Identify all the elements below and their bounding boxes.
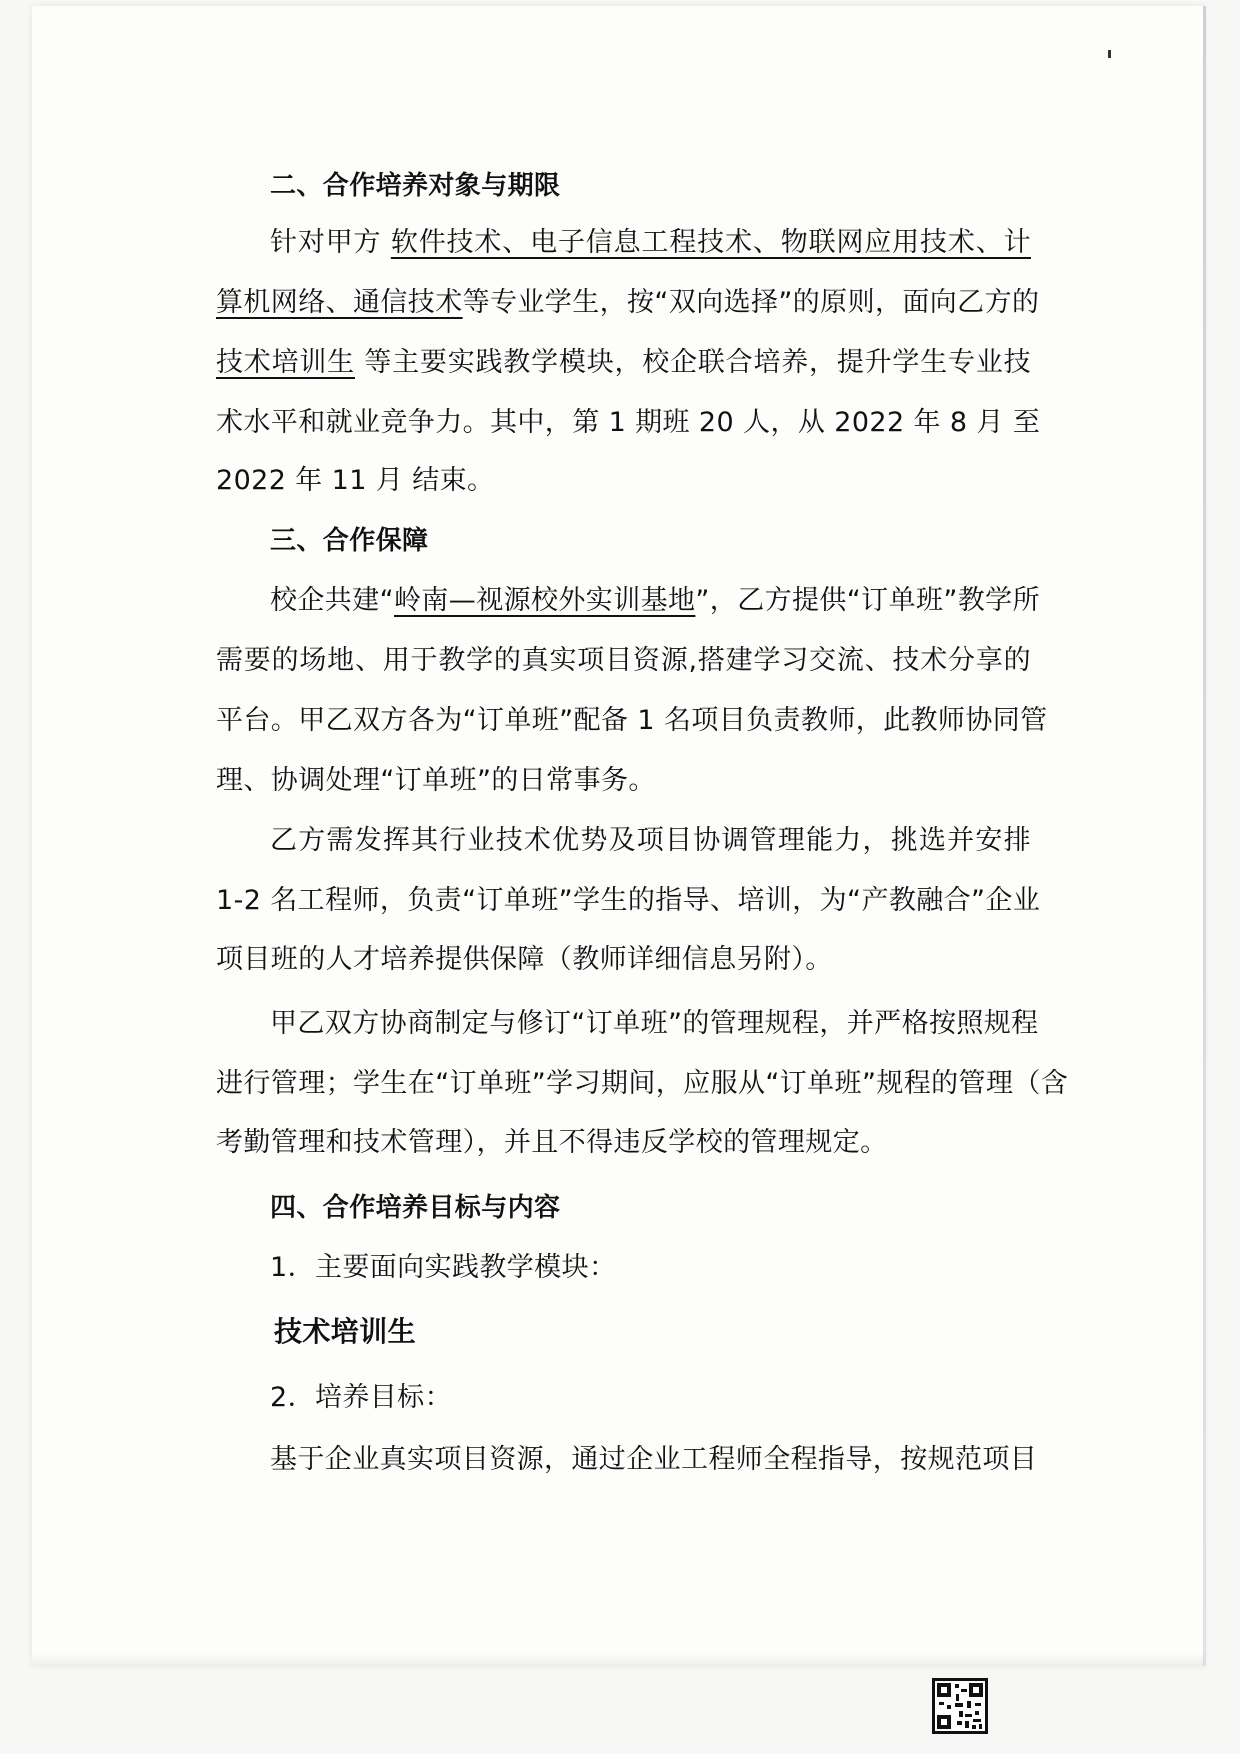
paragraph-line: 平台。甲乙双方各为“订单班”配备 1 名项目负责教师，此教师协同管 <box>216 705 1048 736</box>
qr-code <box>932 1678 988 1734</box>
text-run: 等专业学生，按“双向选择”的原则，面向乙方的 <box>462 287 1040 318</box>
list-item-1: 1．主要面向实践教学模块： <box>270 1252 617 1283</box>
page-shadow <box>32 1652 1204 1666</box>
underlined-base-name: 岭南—视源校外实训基地 <box>394 585 696 616</box>
paragraph-line <box>270 581 1040 621</box>
paragraph-line: 术水平和就业竞争力。其中，第 1 期班 20 人，从 2022 年 8 月 至 <box>216 407 1041 438</box>
section-heading-4: 四、合作培养目标与内容 <box>270 1193 561 1223</box>
paragraph-line <box>270 223 1031 263</box>
paragraph-line: 项目班的人才培养提供保障（教师详细信息另附）。 <box>216 944 833 975</box>
paragraph-line: 2022 年 11 月 结束。 <box>216 465 495 496</box>
paragraph-line: 基于企业真实项目资源，通过企业工程师全程指导，按规范项目 <box>270 1444 1038 1475</box>
underlined-majors: 算机网络、通信技术 <box>216 287 463 318</box>
text-run: ”，乙方提供“订单班”教学所 <box>695 585 1040 616</box>
paragraph-line: 需要的场地、用于教学的真实项目资源,搭建学习交流、技术分享的 <box>216 645 1031 676</box>
paragraph-line <box>216 343 1031 383</box>
paragraph-line: 进行管理；学生在“订单班”学习期间，应服从“订单班”规程的管理（含 <box>216 1068 1069 1099</box>
section-heading-3: 三、合作保障 <box>270 526 429 556</box>
page-edge <box>1203 6 1206 1666</box>
paragraph-line: 乙方需发挥其行业技术优势及项目协调管理能力，挑选并安排 <box>270 825 1031 856</box>
list-item-2: 2．培养目标： <box>270 1382 452 1413</box>
scan-mark <box>1108 50 1111 58</box>
text-run: 针对甲方 <box>270 227 391 258</box>
underlined-majors: 软件技术、电子信息工程技术、物联网应用技术、计 <box>390 227 1031 258</box>
paragraph-line: 考勤管理和技术管理），并且不得违反学校的管理规定。 <box>216 1127 888 1158</box>
paragraph-line <box>216 283 1040 323</box>
paragraph-line: 理、协调处理“订单班”的日常事务。 <box>216 765 656 796</box>
section-heading-2: 二、合作培养对象与期限 <box>270 171 561 201</box>
paragraph-line: 甲乙双方协商制定与修订“订单班”的管理规程，并严格按照规程 <box>270 1008 1039 1039</box>
underlined-module: 技术培训生 <box>216 347 355 378</box>
text-run: 等主要实践教学模块，校企联合培养，提升学生专业技 <box>354 347 1031 378</box>
paragraph-line: 1-2 名工程师，负责“订单班”学生的指导、培训，为“产教融合”企业 <box>216 885 1041 916</box>
module-title: 技术培训生 <box>274 1315 417 1348</box>
text-run: 校企共建“ <box>270 585 394 616</box>
